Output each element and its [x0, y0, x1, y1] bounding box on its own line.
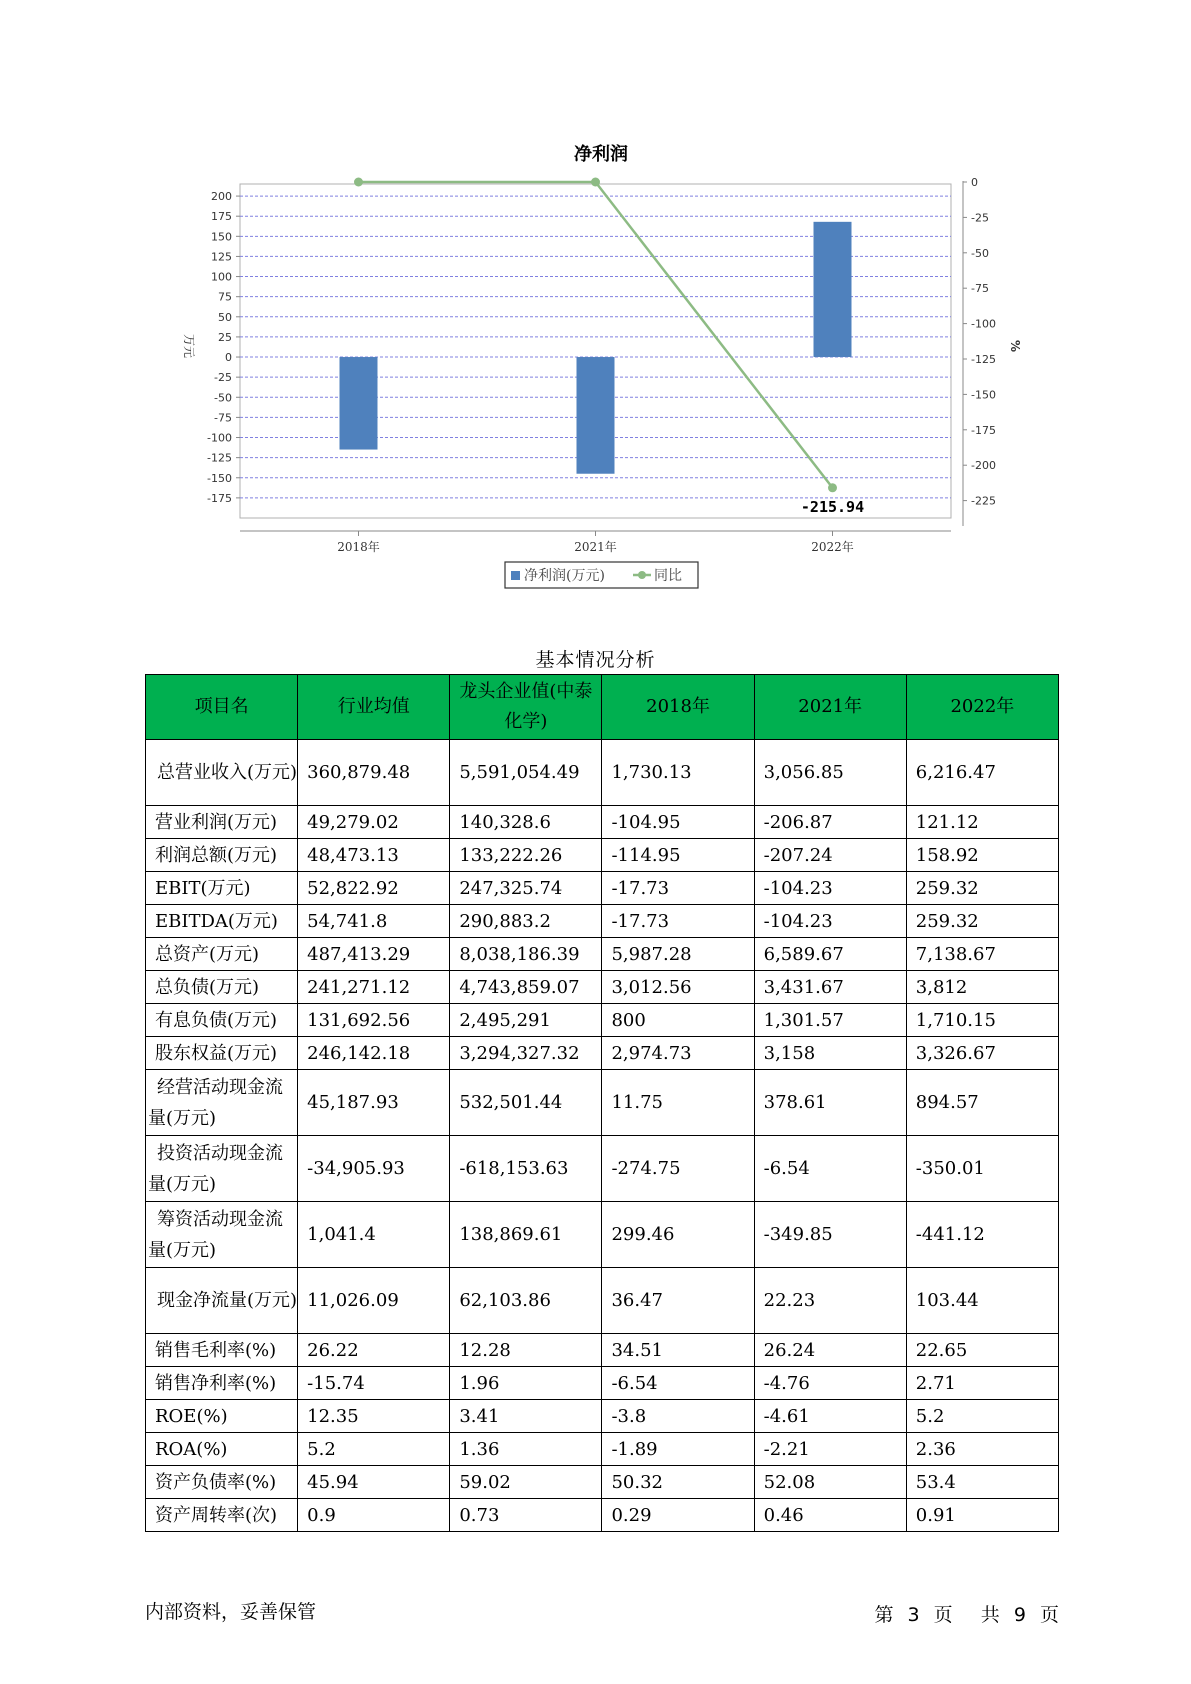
row-value: 800 — [602, 1004, 754, 1037]
legend-label-bar: 净利润(万元) — [524, 568, 605, 584]
right-tick-label: -150 — [971, 388, 996, 402]
row-value: 11,026.09 — [298, 1268, 450, 1334]
table-row — [146, 1400, 1059, 1433]
row-value: -34,905.93 — [298, 1136, 450, 1202]
total-label-suffix: 页 — [1039, 1604, 1059, 1626]
x-tick-label: 2021年 — [574, 540, 617, 554]
total-pages: 9 — [1013, 1604, 1026, 1626]
row-value: 2.71 — [906, 1367, 1058, 1400]
row-label: 销售净利率(%) — [146, 1367, 298, 1400]
row-value: 1,710.15 — [906, 1004, 1058, 1037]
row-value: 133,222.26 — [450, 839, 602, 872]
row-value: 54,741.8 — [298, 905, 450, 938]
row-value: -1.89 — [602, 1433, 754, 1466]
page-label: 第 — [874, 1604, 894, 1626]
row-value: 5.2 — [298, 1433, 450, 1466]
row-value: -274.75 — [602, 1136, 754, 1202]
table-row — [146, 1070, 1059, 1136]
row-value: 50.32 — [602, 1466, 754, 1499]
row-value: 259.32 — [906, 872, 1058, 905]
point-yoy — [591, 178, 600, 187]
table-row — [146, 806, 1059, 839]
row-value: -15.74 — [298, 1367, 450, 1400]
row-value: -6.54 — [754, 1136, 906, 1202]
row-value: 26.22 — [298, 1334, 450, 1367]
row-value: -6.54 — [602, 1367, 754, 1400]
row-label: 投资活动现金流量(万元) — [146, 1136, 298, 1202]
legend-label-line: 同比 — [654, 568, 682, 584]
row-label: 总资产(万元) — [146, 938, 298, 971]
header-cell: 2021年 — [754, 675, 906, 740]
right-tick-label: -25 — [971, 211, 989, 225]
table-row — [146, 971, 1059, 1004]
row-label: EBIT(万元) — [146, 872, 298, 905]
left-tick-label: -75 — [214, 411, 232, 425]
row-value: 52.08 — [754, 1466, 906, 1499]
row-value: 2.36 — [906, 1433, 1058, 1466]
table-row — [146, 1202, 1059, 1268]
row-value: 3,012.56 — [602, 971, 754, 1004]
row-value: 103.44 — [906, 1268, 1058, 1334]
row-value: 53.4 — [906, 1466, 1058, 1499]
row-value: 1,041.4 — [298, 1202, 450, 1268]
header-cell: 2022年 — [906, 675, 1058, 740]
row-value: 59.02 — [450, 1466, 602, 1499]
x-tick-label: 2018年 — [337, 540, 380, 554]
row-value: 0.91 — [906, 1499, 1058, 1532]
total-label: 共 — [980, 1604, 1000, 1626]
left-tick-label: -50 — [214, 391, 232, 405]
table-row — [146, 938, 1059, 971]
row-label: 营业利润(万元) — [146, 806, 298, 839]
row-label: 销售毛利率(%) — [146, 1334, 298, 1367]
left-tick-label: 25 — [218, 330, 232, 344]
left-tick-label: -100 — [207, 431, 232, 445]
left-tick-label: 50 — [218, 310, 232, 324]
row-value: 62,103.86 — [450, 1268, 602, 1334]
row-label: 总营业收入(万元) — [146, 740, 298, 806]
table-row — [146, 1268, 1059, 1334]
right-tick-label: -175 — [971, 423, 996, 437]
left-tick-label: -125 — [207, 451, 232, 465]
row-value: 22.65 — [906, 1334, 1058, 1367]
page-label-suffix: 页 — [933, 1604, 953, 1626]
row-value: -104.23 — [754, 872, 906, 905]
row-value: 299.46 — [602, 1202, 754, 1268]
row-value: 1.36 — [450, 1433, 602, 1466]
header-cell: 行业均值 — [298, 675, 450, 740]
bar-net-profit — [340, 357, 378, 450]
row-value: -2.21 — [754, 1433, 906, 1466]
row-label: 总负债(万元) — [146, 971, 298, 1004]
row-value: -3.8 — [602, 1400, 754, 1433]
row-value: 241,271.12 — [298, 971, 450, 1004]
row-value: 138,869.61 — [450, 1202, 602, 1268]
x-tick-label: 2022年 — [811, 540, 854, 554]
left-tick-label: -175 — [207, 491, 232, 505]
row-label: 资产周转率(次) — [146, 1499, 298, 1532]
row-value: 2,974.73 — [602, 1037, 754, 1070]
right-tick-label: -225 — [971, 494, 996, 508]
row-value: -618,153.63 — [450, 1136, 602, 1202]
row-value: 49,279.02 — [298, 806, 450, 839]
row-value: 247,325.74 — [450, 872, 602, 905]
row-value: 48,473.13 — [298, 839, 450, 872]
row-label: 资产负债率(%) — [146, 1466, 298, 1499]
table-row — [146, 1367, 1059, 1400]
row-value: 11.75 — [602, 1070, 754, 1136]
row-value: 5,987.28 — [602, 938, 754, 971]
row-value: 45.94 — [298, 1466, 450, 1499]
row-value: -349.85 — [754, 1202, 906, 1268]
row-value: 121.12 — [906, 806, 1058, 839]
row-label: 现金净流量(万元) — [146, 1268, 298, 1334]
row-value: 3,294,327.32 — [450, 1037, 602, 1070]
table-row — [146, 905, 1059, 938]
row-value: 1,730.13 — [602, 740, 754, 806]
table-row — [146, 740, 1059, 806]
row-value: 158.92 — [906, 839, 1058, 872]
row-label: ROE(%) — [146, 1400, 298, 1433]
row-label: 股东权益(万元) — [146, 1037, 298, 1070]
row-value: 6,589.67 — [754, 938, 906, 971]
page-number: 3 — [907, 1604, 920, 1626]
row-value: 12.28 — [450, 1334, 602, 1367]
right-axis-label: % — [1008, 339, 1022, 353]
left-tick-label: -150 — [207, 471, 232, 485]
row-value: 140,328.6 — [450, 806, 602, 839]
row-value: 22.23 — [754, 1268, 906, 1334]
left-tick-label: 75 — [218, 290, 232, 304]
row-value: 0.46 — [754, 1499, 906, 1532]
row-value: -104.95 — [602, 806, 754, 839]
table-row — [146, 1334, 1059, 1367]
row-value: 290,883.2 — [450, 905, 602, 938]
row-value: -104.23 — [754, 905, 906, 938]
row-label: 筹资活动现金流量(万元) — [146, 1202, 298, 1268]
row-value: 2,495,291 — [450, 1004, 602, 1037]
row-value: 7,138.67 — [906, 938, 1058, 971]
chart-canvas — [165, 135, 1045, 595]
row-value: -206.87 — [754, 806, 906, 839]
row-value: 52,822.92 — [298, 872, 450, 905]
footer-confidential-note: 内部资料，妥善保管 — [145, 1601, 317, 1623]
basic-analysis-table — [145, 674, 1059, 1532]
row-value: 26.24 — [754, 1334, 906, 1367]
right-tick-label: -100 — [971, 317, 996, 331]
row-value: -17.73 — [602, 872, 754, 905]
row-value: 1,301.57 — [754, 1004, 906, 1037]
row-value: 3,056.85 — [754, 740, 906, 806]
row-value: -350.01 — [906, 1136, 1058, 1202]
left-tick-label: 150 — [211, 230, 232, 244]
row-label: ROA(%) — [146, 1433, 298, 1466]
table-row — [146, 1037, 1059, 1070]
row-value: 4,743,859.07 — [450, 971, 602, 1004]
point-yoy — [828, 483, 837, 492]
bar-net-profit — [814, 222, 852, 357]
row-value: 894.57 — [906, 1070, 1058, 1136]
right-tick-label: 0 — [971, 176, 978, 189]
net-profit-chart — [165, 135, 1045, 595]
row-value: 0.9 — [298, 1499, 450, 1532]
row-value: 378.61 — [754, 1070, 906, 1136]
row-value: 34.51 — [602, 1334, 754, 1367]
row-label: 经营活动现金流量(万元) — [146, 1070, 298, 1136]
row-value: -441.12 — [906, 1202, 1058, 1268]
row-value: 8,038,186.39 — [450, 938, 602, 971]
table-row — [146, 839, 1059, 872]
left-tick-label: 100 — [211, 270, 232, 284]
data-label: -215.94 — [800, 497, 865, 516]
row-value: -207.24 — [754, 839, 906, 872]
left-tick-label: 200 — [211, 190, 232, 204]
row-value: 131,692.56 — [298, 1004, 450, 1037]
chart-title: 净利润 — [574, 144, 628, 165]
right-tick-label: -125 — [971, 353, 996, 366]
row-value: 487,413.29 — [298, 938, 450, 971]
table-header-row — [146, 675, 1059, 740]
point-yoy — [354, 178, 363, 187]
row-value: 36.47 — [602, 1268, 754, 1334]
row-value: 360,879.48 — [298, 740, 450, 806]
row-value: 1.96 — [450, 1367, 602, 1400]
row-value: 3,431.67 — [754, 971, 906, 1004]
legend-swatch-point — [638, 571, 646, 579]
right-tick-label: -200 — [971, 459, 996, 473]
right-tick-label: -50 — [971, 246, 989, 260]
table-row — [146, 872, 1059, 905]
footer-page-info — [874, 1600, 1059, 1627]
header-cell: 龙头企业值(中泰化学) — [450, 675, 602, 740]
header-cell: 2018年 — [602, 675, 754, 740]
right-tick-label: -75 — [971, 282, 989, 296]
row-value: -4.61 — [754, 1400, 906, 1433]
row-value: 3,326.67 — [906, 1037, 1058, 1070]
row-value: 0.29 — [602, 1499, 754, 1532]
table-row — [146, 1433, 1059, 1466]
row-value: 12.35 — [298, 1400, 450, 1433]
row-value: 5.2 — [906, 1400, 1058, 1433]
row-value: -4.76 — [754, 1367, 906, 1400]
legend-swatch-bar — [511, 571, 520, 580]
table-row — [146, 1004, 1059, 1037]
table-row — [146, 1136, 1059, 1202]
row-value: 259.32 — [906, 905, 1058, 938]
table-title: 基本情况分析 — [535, 649, 656, 671]
table-row — [146, 1466, 1059, 1499]
row-value: 532,501.44 — [450, 1070, 602, 1136]
row-value: 6,216.47 — [906, 740, 1058, 806]
left-tick-label: 125 — [211, 250, 232, 264]
row-value: 0.73 — [450, 1499, 602, 1532]
row-label: EBITDA(万元) — [146, 905, 298, 938]
left-tick-label: 0 — [225, 351, 232, 365]
row-value: 3.41 — [450, 1400, 602, 1433]
row-value: 3,812 — [906, 971, 1058, 1004]
row-value: 5,591,054.49 — [450, 740, 602, 806]
row-value: 246,142.18 — [298, 1037, 450, 1070]
row-value: 3,158 — [754, 1037, 906, 1070]
row-label: 利润总额(万元) — [146, 839, 298, 872]
row-label: 有息负债(万元) — [146, 1004, 298, 1037]
row-value: -17.73 — [602, 905, 754, 938]
table-row — [146, 1499, 1059, 1532]
left-axis-label: 万元 — [182, 333, 196, 359]
left-tick-label: -25 — [214, 371, 232, 385]
header-cell: 项目名 — [146, 675, 298, 740]
left-tick-label: 175 — [211, 210, 232, 224]
row-value: -114.95 — [602, 839, 754, 872]
row-value: 45,187.93 — [298, 1070, 450, 1136]
bar-net-profit — [577, 357, 615, 474]
